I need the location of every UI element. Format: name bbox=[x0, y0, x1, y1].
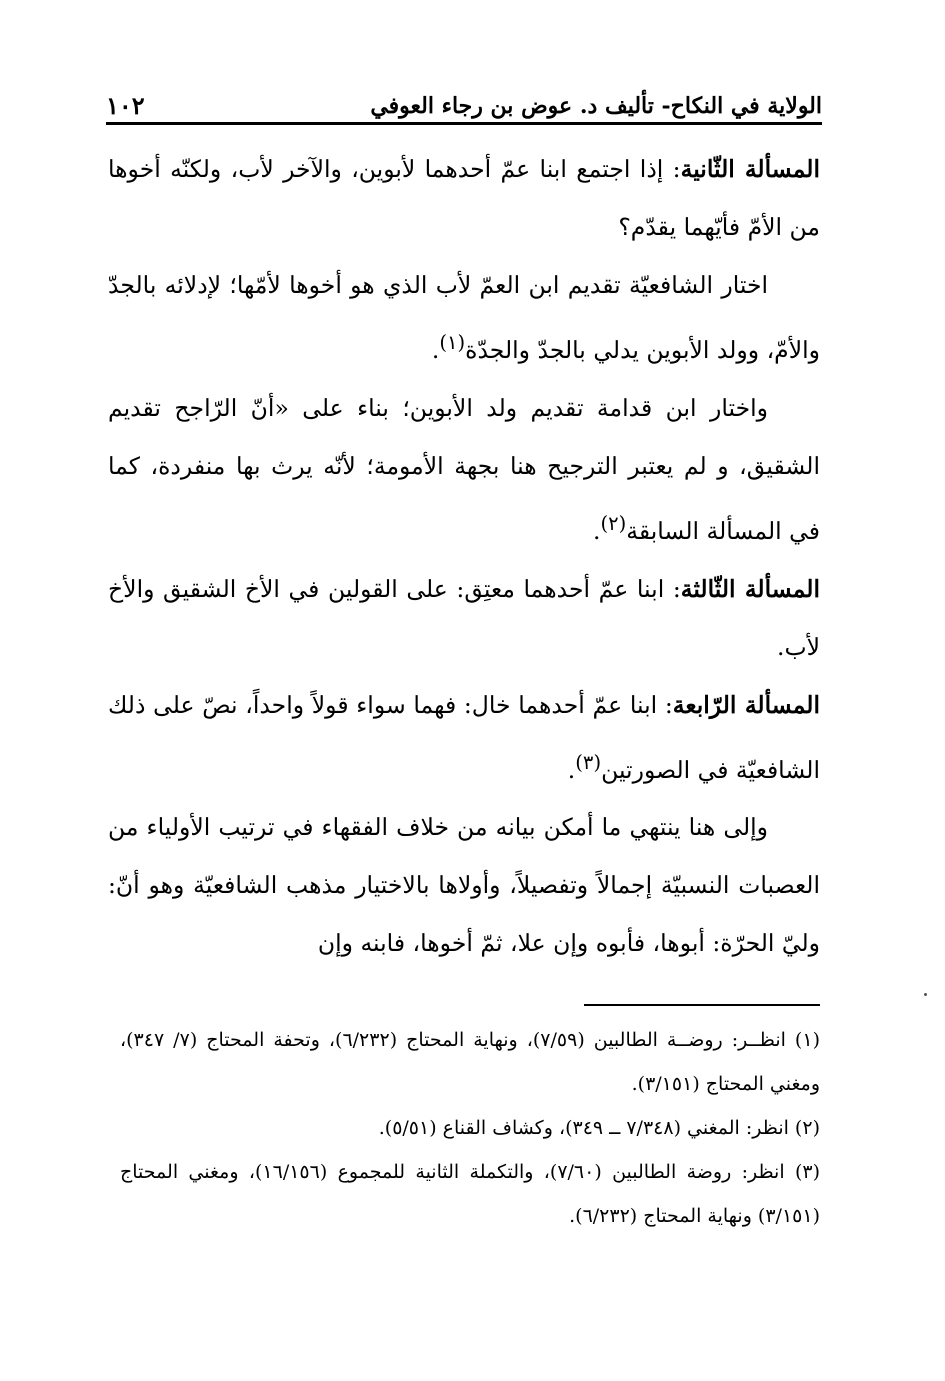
issue-2-label: المسألة الثّانية bbox=[680, 155, 820, 183]
ibn-qudamah-text: واختار ابن قدامة تقديم ولد الأبوين؛ بناء على «أنّ الرّاجح تقديم الشقيق، و لم يعتبر الترجيح هنا بجهة الأمومة؛ لأنّه يرث بها منفردة، كما في المسألة السابقة bbox=[108, 393, 820, 545]
paragraph-shafii-view bbox=[108, 256, 820, 379]
issue-4-label: المسألة الرّابعة bbox=[672, 690, 820, 719]
footnote-separator bbox=[584, 1004, 820, 1006]
ibn-qudamah-end: . bbox=[592, 516, 601, 545]
paragraph-issue-2 bbox=[108, 140, 820, 256]
footnote-ref-3[interactable]: (٣) bbox=[575, 750, 602, 774]
paragraph-conclusion bbox=[108, 798, 820, 972]
issue-4-text: : ابنا عمّ أحدهما خال: فهما سواء قولاً واحداً، نصّ على ذلك الشافعيّة في الصورتين bbox=[108, 690, 820, 784]
main-text bbox=[108, 140, 820, 972]
footnote-3: (٣) انظر: روضة الطالبين (٧/٦٠)، والتكملة الثانية للمجموع (١٦/١٥٦)، ومغني المحتاج (٣/١٥١) ونهاية المحتاج (٦/٢٣٢). bbox=[120, 1161, 820, 1227]
footnote-ref-1[interactable]: (١) bbox=[439, 331, 466, 354]
header-title: الولاية في النكاح- تأليف د. عوض بن رجاء العوفي bbox=[370, 93, 822, 119]
issue-2-text: : إذا اجتمع ابنا عمّ أحدهما لأبوين، والآخر لأب، ولكنّه أخوها من الأمّ فأيّهما يقدّم؟ bbox=[108, 155, 820, 241]
footnotes bbox=[120, 1018, 820, 1238]
page-number: ١٠٢ bbox=[106, 91, 145, 120]
paragraph-issue-4 bbox=[108, 676, 820, 799]
issue-3-label: المسألة الثّالثة bbox=[680, 574, 820, 603]
shafii-view-end: . bbox=[431, 335, 440, 364]
issue-4-end: . bbox=[567, 755, 576, 784]
footnote-ref-2[interactable]: (٢) bbox=[600, 511, 627, 535]
paragraph-ibn-qudamah-view bbox=[108, 379, 820, 560]
footnote-2: (٢) انظر: المغني (٧/٣٤٨ ــ ٣٤٩)، وكشاف القناع (٥/٥١). bbox=[378, 1117, 820, 1139]
scan-speck bbox=[924, 993, 927, 996]
issue-3-text: : ابنا عمّ أحدهما معتِق: على القولين في الأخ الشقيق والأخ لأب. bbox=[108, 574, 820, 661]
shafii-view-text: اختار الشافعيّة تقديم ابن العمّ لأب الذي هو أخوها لأمّها؛ لإدلائه بالجدّ والأمّ، وولد الأبوين يدلي بالجدّ والجدّة bbox=[108, 271, 820, 364]
paragraph-issue-3 bbox=[108, 560, 820, 676]
footnote-1: (١) انظــر: روضــة الطالبين (٧/٥٩)، ونهاية المحتاج (٦/٢٣٢)، وتحفة المحتاج (٧/ ٣٤٧)، ومغني المحتاج (٣/١٥١). bbox=[120, 1029, 820, 1095]
running-header bbox=[106, 88, 822, 125]
conclusion-text: وإلى هنا ينتهي ما أمكن بيانه من خلاف الفقهاء في ترتيب الأولياء من العصبات النسبيّة إجمالاً وتفصيلاً، وأولاها بالاختيار مذهب الشافعيّة وهو أنّ: وليّ الحرّة: أبوها، فأبوه وإن علا، ثمّ أخوها، فابنه وإن bbox=[108, 813, 820, 958]
